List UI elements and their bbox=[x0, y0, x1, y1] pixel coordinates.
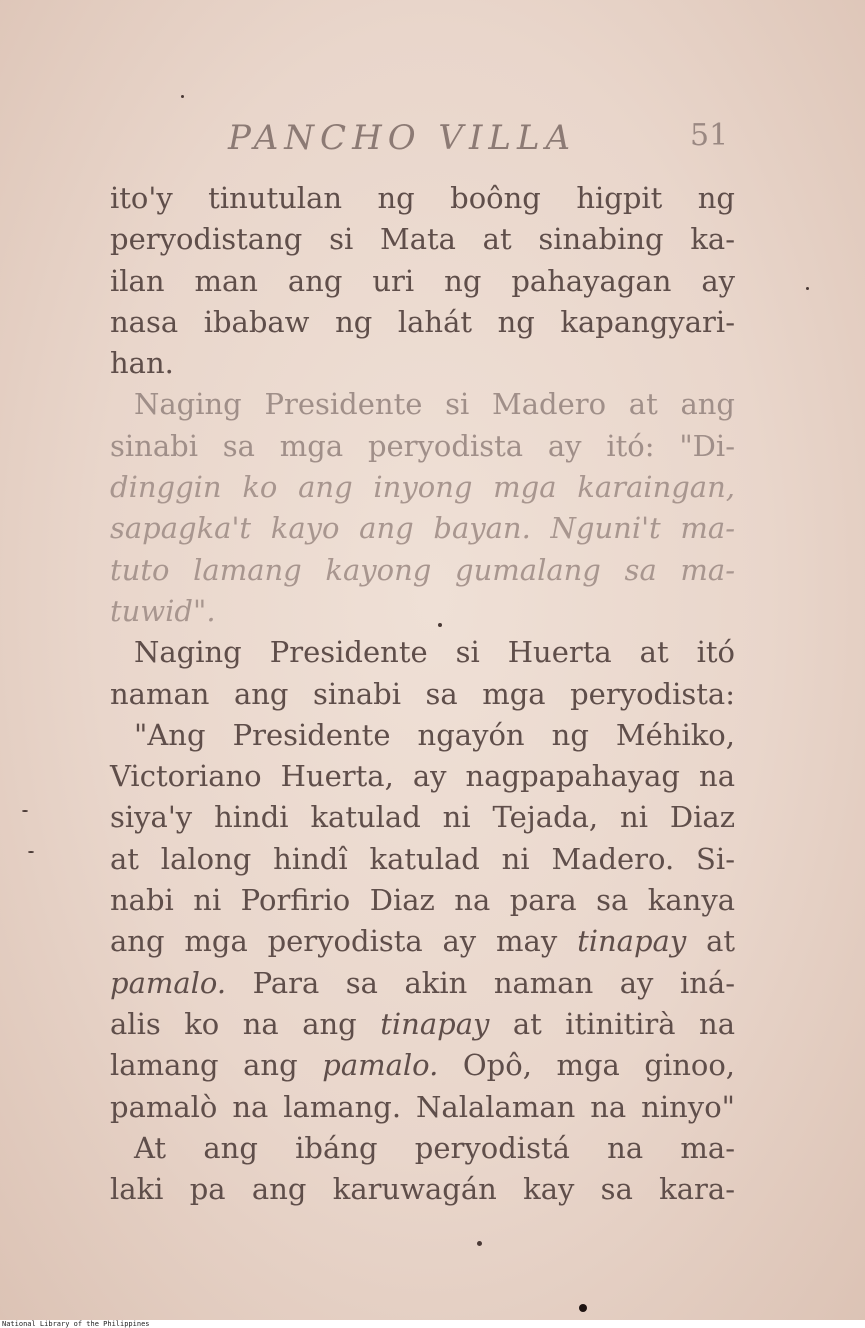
text-line: Naging Presidente si Huerta at itó bbox=[134, 635, 735, 670]
italic-word: pamalo. bbox=[110, 965, 227, 1000]
ink-speck bbox=[579, 1304, 587, 1312]
text-segment: Opô, mga ginoo, bbox=[462, 1048, 736, 1083]
text-segment: alis ko na ang bbox=[110, 1006, 357, 1041]
text-line: laki pa ang karuwagán kay sa kara- bbox=[110, 1172, 735, 1207]
page-number: 51 bbox=[690, 118, 729, 153]
text-line: nabi ni Porfirio Diaz na para sa kanya bbox=[110, 883, 735, 918]
italic-word: tinapay bbox=[380, 1006, 490, 1041]
text-line: At ang ibáng peryodistá na ma- bbox=[134, 1130, 735, 1165]
text-line bbox=[110, 963, 735, 1004]
ink-speck bbox=[181, 95, 184, 98]
ink-speck bbox=[806, 287, 809, 290]
text-line: sinabi sa mga peryodista ay itó: "Di- bbox=[110, 428, 735, 463]
text-line: tuwid". bbox=[110, 593, 216, 628]
ink-speck bbox=[438, 623, 442, 627]
text-segment: Para sa akin naman ay iná- bbox=[252, 965, 735, 1000]
page-header bbox=[0, 118, 865, 168]
text-segment: lamang ang bbox=[110, 1048, 298, 1083]
text-segment: at itinitirà na bbox=[512, 1006, 736, 1041]
text-line: naman ang sinabi sa mga peryodista: bbox=[110, 676, 735, 711]
text-line: han. bbox=[110, 346, 174, 381]
body-text bbox=[110, 178, 735, 1210]
text-line: peryodistang si Mata at sinabing ka- bbox=[110, 222, 735, 257]
text-line: ito'y tinutulan ng boông higpit ng bbox=[110, 181, 735, 215]
text-line: sapagka't kayo ang bayan. Nguni't ma- bbox=[110, 511, 735, 546]
text-line: tuto lamang kayong gumalang sa ma- bbox=[110, 552, 735, 587]
ink-speck bbox=[477, 1241, 482, 1246]
text-segment: ang mga peryodista ay may bbox=[110, 924, 558, 959]
ink-speck bbox=[28, 851, 34, 853]
text-line bbox=[110, 1045, 735, 1086]
text-line bbox=[110, 1004, 735, 1045]
text-line: dinggin ko ang inyong mga karaingan, bbox=[110, 470, 735, 505]
italic-word: tinapay bbox=[577, 924, 687, 959]
text-line: Naging Presidente si Madero at ang bbox=[134, 387, 735, 422]
text-line: Victoriano Huerta, ay nagpapahayag na bbox=[110, 759, 735, 794]
ink-speck bbox=[22, 810, 28, 812]
running-title: PANCHO VILLA bbox=[228, 118, 577, 158]
text-line: siya'y hindi katulad ni Tejada, ni Diaz bbox=[110, 800, 735, 835]
text-line bbox=[110, 921, 735, 962]
text-segment: at bbox=[706, 924, 736, 959]
text-line: "Ang Presidente ngayón ng Méhiko, bbox=[134, 717, 735, 752]
source-credit: National Library of the Philippines bbox=[2, 1320, 150, 1328]
text-line: ilan man ang uri ng pahayagan ay bbox=[110, 263, 735, 298]
italic-word: pamalo. bbox=[322, 1048, 439, 1083]
text-line: pamalò na lamang. Nalalaman na ninyo" bbox=[110, 1089, 735, 1124]
text-line: nasa ibabaw ng lahát ng kapangyari- bbox=[110, 304, 735, 339]
text-line: at lalong hindî katulad ni Madero. Si- bbox=[110, 841, 735, 876]
